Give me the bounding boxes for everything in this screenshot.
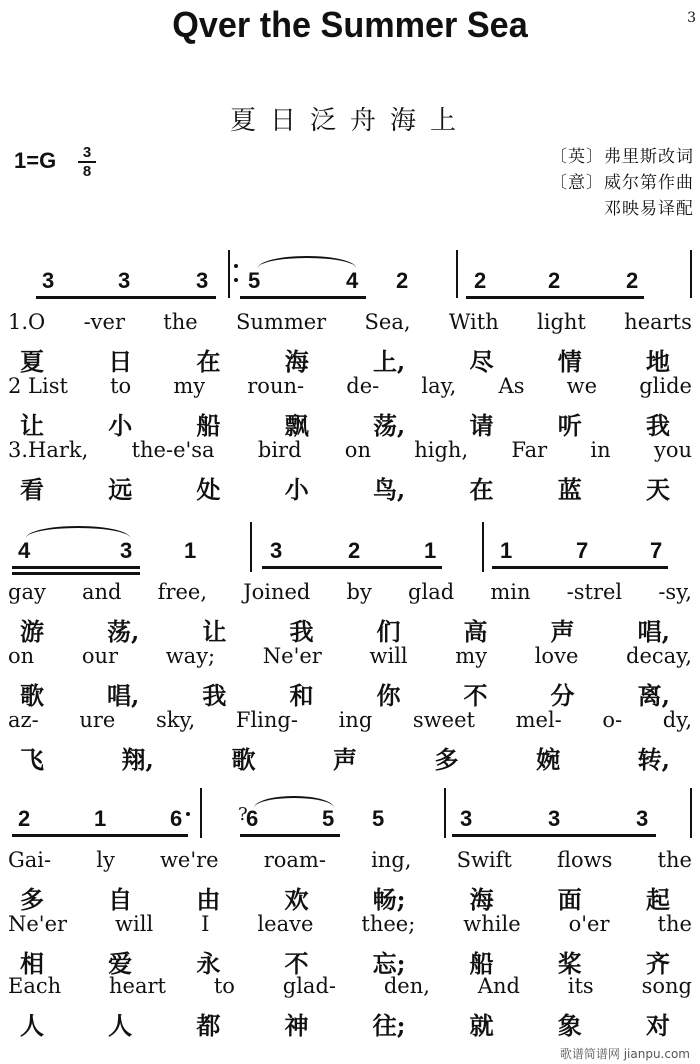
barline	[228, 250, 230, 298]
note: 3	[118, 268, 131, 293]
lyric: -strel	[566, 580, 623, 604]
lyric: 飞	[20, 745, 44, 774]
barline	[456, 250, 458, 298]
lyric-cn-1	[20, 880, 670, 915]
lyric-cn-1	[20, 342, 670, 377]
lyric: 小	[108, 411, 133, 440]
lyric: on	[344, 438, 371, 462]
lyric: 就	[469, 1011, 494, 1040]
lyric: den,	[383, 974, 430, 998]
lyric: 自	[108, 885, 133, 914]
lyric: 船	[469, 949, 494, 978]
lyric: 荡,	[107, 617, 140, 646]
lyric: gay	[8, 580, 46, 604]
note: 7	[650, 538, 663, 563]
slur	[26, 526, 130, 538]
lyric: 歌	[20, 681, 44, 710]
lyric: while	[463, 912, 521, 936]
site-watermark: 歌谱简谱网 jianpu.com	[559, 1047, 690, 1061]
lyric: 对	[645, 1011, 670, 1040]
note-underline	[12, 834, 188, 837]
lyric: to	[110, 374, 132, 398]
lyric: song	[641, 974, 692, 998]
note-underline	[240, 834, 340, 837]
lyric: the-e'sa	[131, 438, 215, 462]
lyric: 船	[196, 411, 221, 440]
lyric: 相	[20, 949, 44, 978]
lyric: min	[490, 580, 531, 604]
lyric: its	[567, 974, 594, 998]
lyric-line-1	[8, 580, 692, 604]
time-signature	[78, 144, 96, 180]
lyric-line-3	[8, 974, 692, 998]
lyric: 游	[20, 617, 44, 646]
lyric: 畅;	[372, 885, 406, 914]
lyric: Ne'er	[8, 912, 68, 936]
lyric: will	[115, 912, 154, 936]
lyric: 唱,	[637, 617, 670, 646]
lyric: way;	[165, 644, 216, 668]
lyric: roam-	[263, 848, 326, 872]
lyric: Ne'er	[262, 644, 322, 668]
lyric: will	[369, 644, 408, 668]
note-underline	[466, 296, 644, 299]
note: 3	[196, 268, 209, 293]
lyric: az-	[8, 708, 39, 732]
lyric: glad-	[282, 974, 336, 998]
lyric: lay,	[421, 374, 457, 398]
lyric: 蓝	[557, 475, 582, 504]
lyric: Sea,	[364, 310, 411, 334]
lyric: 面	[557, 885, 582, 914]
lyric: and	[82, 580, 122, 604]
note: 7	[576, 538, 589, 563]
lyric: 海	[284, 347, 309, 376]
note: 4	[18, 538, 31, 563]
note: 5	[322, 806, 335, 831]
lyric: leave	[257, 912, 314, 936]
barline	[250, 522, 252, 572]
barline	[482, 522, 484, 572]
lyric: Far	[511, 438, 548, 462]
lyric: 听	[557, 411, 582, 440]
note: 6	[246, 806, 259, 831]
time-signature-top: 3	[82, 144, 92, 161]
lyric: ing,	[371, 848, 412, 872]
lyric-line-1	[8, 310, 692, 334]
lyric: dy,	[662, 708, 692, 732]
lyric: 请	[469, 411, 494, 440]
lyric: ly	[96, 848, 115, 872]
chinese-title: 夏日泛舟海上	[229, 106, 470, 136]
lyric: 齐	[645, 949, 670, 978]
note-underline	[12, 572, 140, 575]
lyric: thee;	[361, 912, 416, 936]
lyric: 让	[20, 411, 44, 440]
lyric: light	[537, 310, 586, 334]
lyric: high,	[414, 438, 469, 462]
lyric: Joined	[243, 580, 311, 604]
lyric: 处	[196, 475, 221, 504]
lyric: 在	[196, 347, 221, 376]
lyric: mel-	[515, 708, 562, 732]
note: 2	[626, 268, 639, 293]
lyric: you	[653, 438, 692, 462]
lyric: o-	[602, 708, 623, 732]
lyric-line-1	[8, 848, 692, 872]
lyric-cn-3	[20, 740, 670, 775]
lyric: 神	[284, 1011, 309, 1040]
note-underline	[240, 296, 366, 299]
lyric: 1.O	[8, 310, 46, 334]
lyric: And	[477, 974, 520, 998]
note: 3	[460, 806, 473, 831]
lyric: our	[81, 644, 119, 668]
lyric: 象	[557, 1011, 582, 1040]
note: 2	[396, 268, 409, 293]
lyric: Each	[8, 974, 62, 998]
lyric: 高	[463, 617, 488, 646]
time-signature-bottom: 8	[78, 161, 96, 180]
note-underline	[36, 296, 216, 299]
lyric: flows	[556, 848, 613, 872]
lyric-line-3	[8, 708, 692, 732]
note: 1	[184, 538, 197, 563]
lyric: decay,	[626, 644, 692, 668]
lyric-cn-1	[20, 612, 670, 647]
lyric: 海	[469, 885, 494, 914]
lyric: ure	[79, 708, 116, 732]
lyric: 都	[196, 1011, 221, 1040]
note-underline	[262, 566, 442, 569]
lyric: 看	[20, 475, 44, 504]
note: 1	[94, 806, 107, 831]
note: 4	[346, 268, 359, 293]
corner-mark: 3	[687, 10, 696, 26]
lyric: 欢	[284, 885, 309, 914]
lyric: 尽	[469, 347, 494, 376]
note: 3	[42, 268, 55, 293]
note: 3	[270, 538, 283, 563]
lyric: the	[657, 848, 692, 872]
lyric: 翔,	[121, 745, 154, 774]
barline	[444, 788, 446, 838]
lyric: 桨	[557, 949, 582, 978]
lyric: 永	[196, 949, 221, 978]
note: 2	[474, 268, 487, 293]
lyric: 日	[108, 347, 133, 376]
song-title: Qver the Summer Sea	[172, 4, 528, 45]
lyric: sky,	[155, 708, 196, 732]
lyric: 情	[557, 347, 582, 376]
note-underline	[452, 834, 656, 837]
dot	[186, 812, 190, 816]
lyric: 婉	[536, 745, 561, 774]
lyric: 远	[108, 475, 133, 504]
key-signature: 1=G	[14, 148, 57, 173]
lyric: 往;	[372, 1011, 406, 1040]
lyric: -ver	[83, 310, 125, 334]
lyric: 人	[20, 1011, 44, 1040]
lyric: Summer	[236, 310, 327, 334]
lyric: by	[346, 580, 372, 604]
lyric: ing	[338, 708, 373, 732]
lyric: 地	[646, 347, 670, 376]
lyric: o'er	[568, 912, 610, 936]
lyric: 鸟,	[372, 475, 406, 504]
lyric: 你	[376, 681, 401, 710]
note: 1	[500, 538, 513, 563]
lyric: my	[173, 374, 206, 398]
lyric-cn-2	[20, 676, 670, 711]
lyric: 人	[108, 1011, 133, 1040]
note: 2	[18, 806, 31, 831]
note-underline	[12, 566, 140, 569]
lyric: 和	[289, 681, 314, 710]
lyric: 多	[20, 885, 44, 914]
lyric: bird	[257, 438, 302, 462]
lyric: 小	[284, 475, 309, 504]
lyric: to	[213, 974, 235, 998]
lyric: 不	[463, 681, 488, 710]
lyric: 我	[289, 617, 314, 646]
note: 3	[636, 806, 649, 831]
note: 5	[372, 806, 385, 831]
lyric: roun-	[247, 374, 305, 398]
lyric-cn-3	[20, 1006, 670, 1041]
note: 6	[170, 806, 183, 831]
lyric: 离,	[637, 681, 670, 710]
lyric: 夏	[20, 347, 44, 376]
lyric: 我	[202, 681, 227, 710]
lyric: 歌	[231, 745, 256, 774]
lyric: 上,	[372, 347, 406, 376]
note-underline	[492, 566, 668, 569]
lyricist-credit: 〔英〕弗里斯改词	[550, 147, 694, 167]
slur	[254, 796, 334, 808]
lyric: 飘	[284, 411, 309, 440]
lyric: my	[455, 644, 488, 668]
lyric: 分	[550, 681, 575, 710]
lyric: 声	[333, 745, 357, 774]
note: 1	[424, 538, 437, 563]
lyric: 多	[434, 745, 459, 774]
lyric: de-	[346, 374, 380, 398]
lyric: 让	[202, 617, 227, 646]
lyric: 荡,	[372, 411, 406, 440]
lyric: 忘;	[372, 949, 406, 978]
lyric-cn-3	[20, 470, 670, 505]
lyric: 由	[196, 885, 221, 914]
lyric: 声	[550, 617, 575, 646]
note: 3	[120, 538, 133, 563]
lyric: love	[534, 644, 579, 668]
lyric: -sy,	[658, 580, 692, 604]
lyric: 3.Hark,	[8, 438, 89, 462]
lyric: 天	[646, 475, 670, 504]
lyric: glad	[408, 580, 455, 604]
lyric: the	[163, 310, 198, 334]
lyric: glide	[639, 374, 692, 398]
lyric: 2 List	[8, 374, 68, 398]
lyric: on	[8, 644, 35, 668]
lyric: 们	[376, 617, 401, 646]
note: 3	[548, 806, 561, 831]
barline	[690, 788, 692, 838]
lyric-line-2	[8, 912, 692, 936]
lyric: With	[448, 310, 499, 334]
lyric-line-2	[8, 374, 692, 398]
lyric: hearts	[624, 310, 692, 334]
lyric: heart	[109, 974, 166, 998]
breath-mark: ?	[238, 804, 248, 825]
lyric: 爱	[108, 949, 133, 978]
lyric: 转,	[637, 745, 670, 774]
lyric: Gai-	[8, 848, 52, 872]
barline	[690, 250, 692, 298]
lyric: sweet	[412, 708, 475, 732]
lyric: we	[566, 374, 598, 398]
lyric: the	[657, 912, 692, 936]
lyric: Swift	[456, 848, 512, 872]
lyric: 唱,	[107, 681, 140, 710]
lyric: 不	[284, 949, 309, 978]
lyric-line-2	[8, 644, 692, 668]
lyric: I	[201, 912, 210, 936]
lyric: we're	[159, 848, 219, 872]
lyric-line-3	[8, 438, 692, 462]
slur	[258, 256, 356, 268]
dot	[234, 278, 238, 282]
composer-credit: 〔意〕威尔第作曲	[550, 173, 694, 193]
translator-credit: 邓映易译配	[604, 199, 694, 219]
lyric: in	[590, 438, 611, 462]
lyric: Fling-	[235, 708, 298, 732]
lyric: free,	[157, 580, 208, 604]
barline	[200, 788, 202, 838]
note: 2	[548, 268, 561, 293]
lyric: 在	[469, 475, 494, 504]
lyric: 我	[646, 411, 670, 440]
lyric-cn-2	[20, 406, 670, 441]
lyric: 起	[645, 885, 670, 914]
lyric: As	[498, 374, 525, 398]
note: 2	[348, 538, 361, 563]
note: 5	[248, 268, 261, 293]
dot	[234, 264, 238, 268]
